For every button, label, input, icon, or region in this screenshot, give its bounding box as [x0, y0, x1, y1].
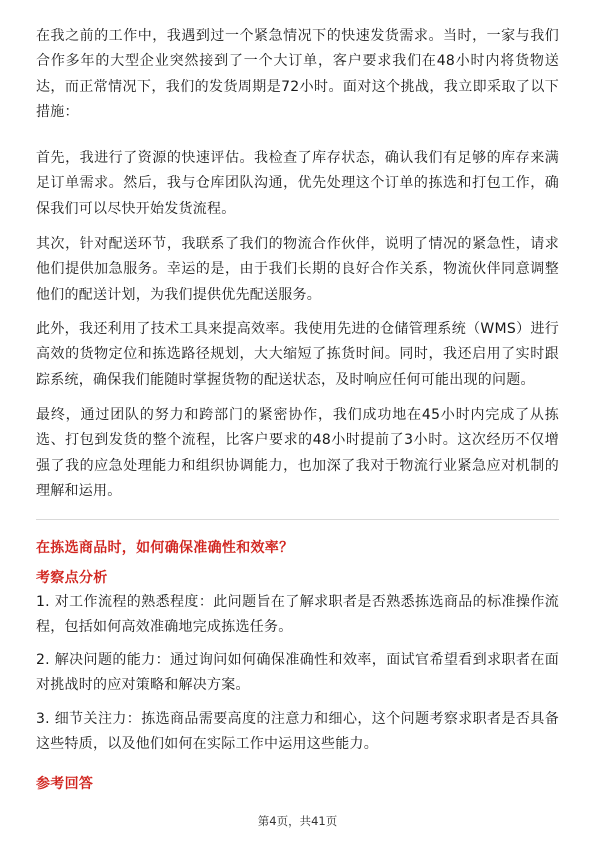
analysis-heading: 考察点分析: [36, 570, 108, 586]
intro-paragraph-2: 首先，我进行了资源的快速评估。我检查了库存状态，确认我们有足够的库存来满足订单需求。然后，我与仓库团队沟通，优先处理这个订单的拣选和打包工作，确保我们可以尽快开始发货流程。: [36, 150, 559, 217]
analysis-point-2: 2. 解决问题的能力：通过询问如何确保准确性和效率，面试官希望看到求职者在面对挑战时的应对策略和解决方案。: [36, 652, 559, 694]
intro-paragraph-5: 最终，通过团队的努力和跨部门的紧密协作，我们成功地在45小时内完成了从拣选、打包到发货的整个流程，比客户要求的48小时提前了3小时。这次经历不仅增强了我的应急处理能力和组织协调能力，也加深了我对于物流行业紧急应对机制的理解和运用。: [36, 407, 559, 499]
intro-paragraph-3: 其次，针对配送环节，我联系了我们的物流合作伙伴，说明了情况的紧急性，请求他们提供加急服务。幸运的是，由于我们长期的良好合作关系，物流伙伴同意调整他们的配送计划，为我们提供优先配送服务。: [36, 236, 559, 303]
analysis-point-1: 1. 对工作流程的熟悉程度：此问题旨在了解求职者是否熟悉拣选商品的标准操作流程，包括如何高效准确地完成拣选任务。: [36, 594, 559, 636]
page-footer: 第4页，共41页: [257, 814, 338, 828]
section-divider: [36, 519, 559, 520]
intro-paragraph-1: 在我之前的工作中，我遇到过一个紧急情况下的快速发货需求。当时，一家与我们合作多年的大型企业突然接到了一个大订单，客户要求我们在48小时内将货物送达，而正常情况下，我们的发货周期是72小时。面对这个挑战，我立即采取了以下措施：: [36, 28, 559, 120]
answer-heading: 参考回答: [36, 776, 94, 792]
question-title: 在拣选商品时，如何确保准确性和效率？: [36, 540, 294, 556]
intro-paragraph-4: 此外，我还利用了技术工具来提高效率。我使用先进的仓储管理系统（WMS）进行高效的货物定位和拣选路径规划，大大缩短了拣货时间。同时，我还启用了实时跟踪系统，确保我们能随时掌握货物的配送状态，及时响应任何可能出现的问题。: [36, 321, 559, 388]
analysis-point-3: 3. 细节关注力：拣选商品需要高度的注意力和细心，这个问题考察求职者是否具备这些特质，以及他们如何在实际工作中运用这些能力。: [36, 711, 559, 753]
